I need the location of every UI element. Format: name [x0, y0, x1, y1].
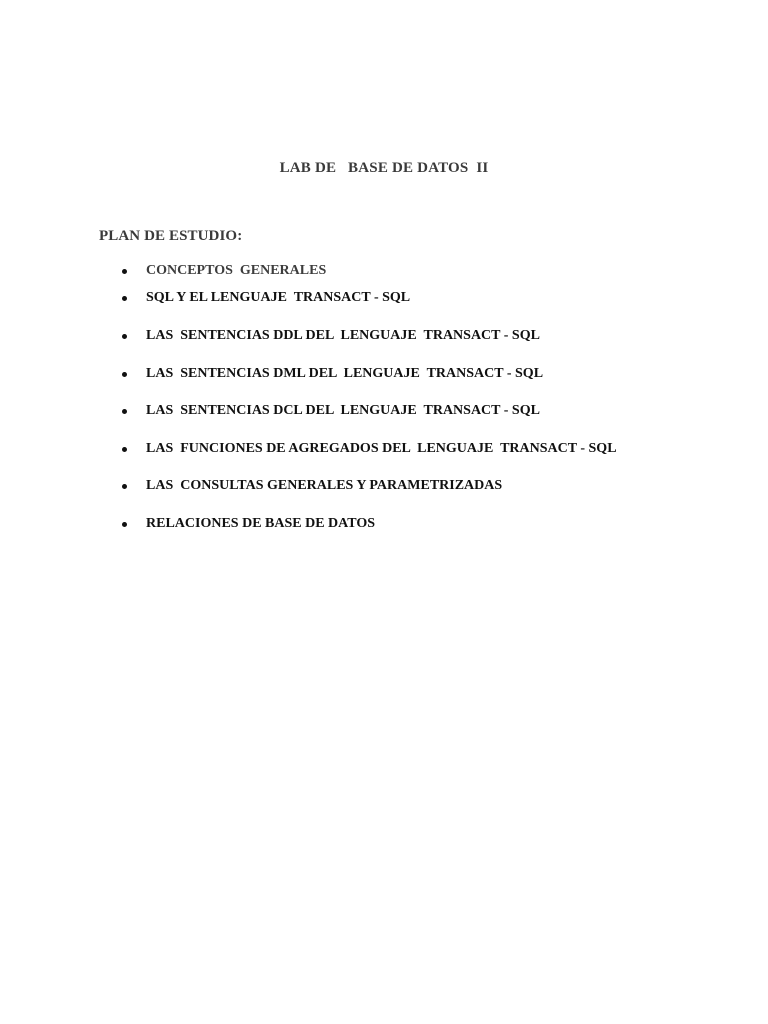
list-item-text: RELACIONES DE BASE DE DATOS	[146, 516, 375, 531]
list-item	[122, 514, 742, 534]
bullet-icon	[122, 484, 127, 489]
list-item-text: LAS CONSULTAS GENERALES Y PARAMETRIZADAS	[146, 478, 503, 493]
list-item-text: LAS FUNCIONES DE AGREGADOS DEL LENGUAJE TRANSACT - SQL	[146, 441, 617, 456]
list-item	[122, 364, 742, 384]
list-item-text: CONCEPTOS GENERALES	[146, 263, 327, 278]
bullet-icon	[122, 447, 127, 452]
list-item	[122, 326, 742, 346]
bullet-icon	[122, 296, 127, 301]
list-item	[122, 401, 742, 421]
bullet-icon	[122, 409, 127, 414]
bullet-icon	[122, 334, 127, 339]
bullet-icon	[122, 372, 127, 377]
bullet-icon	[122, 522, 127, 527]
list-item	[122, 261, 742, 281]
list-item-text: LAS SENTENCIAS DCL DEL LENGUAJE TRANSACT - SQL	[146, 403, 540, 418]
list-item-text: LAS SENTENCIAS DML DEL LENGUAJE TRANSACT - SQL	[146, 366, 544, 381]
list-item-text: LAS SENTENCIAS DDL DEL LENGUAJE TRANSACT - SQL	[146, 328, 540, 343]
list-item	[122, 476, 742, 496]
page-title: LAB DE BASE DE DATOS II	[279, 160, 489, 176]
list-item	[122, 439, 742, 459]
list-item-text: SQL Y EL LENGUAJE TRANSACT - SQL	[146, 290, 411, 305]
section-label: PLAN DE ESTUDIO:	[99, 228, 243, 244]
list-item	[122, 288, 742, 308]
bullet-icon	[122, 269, 127, 274]
